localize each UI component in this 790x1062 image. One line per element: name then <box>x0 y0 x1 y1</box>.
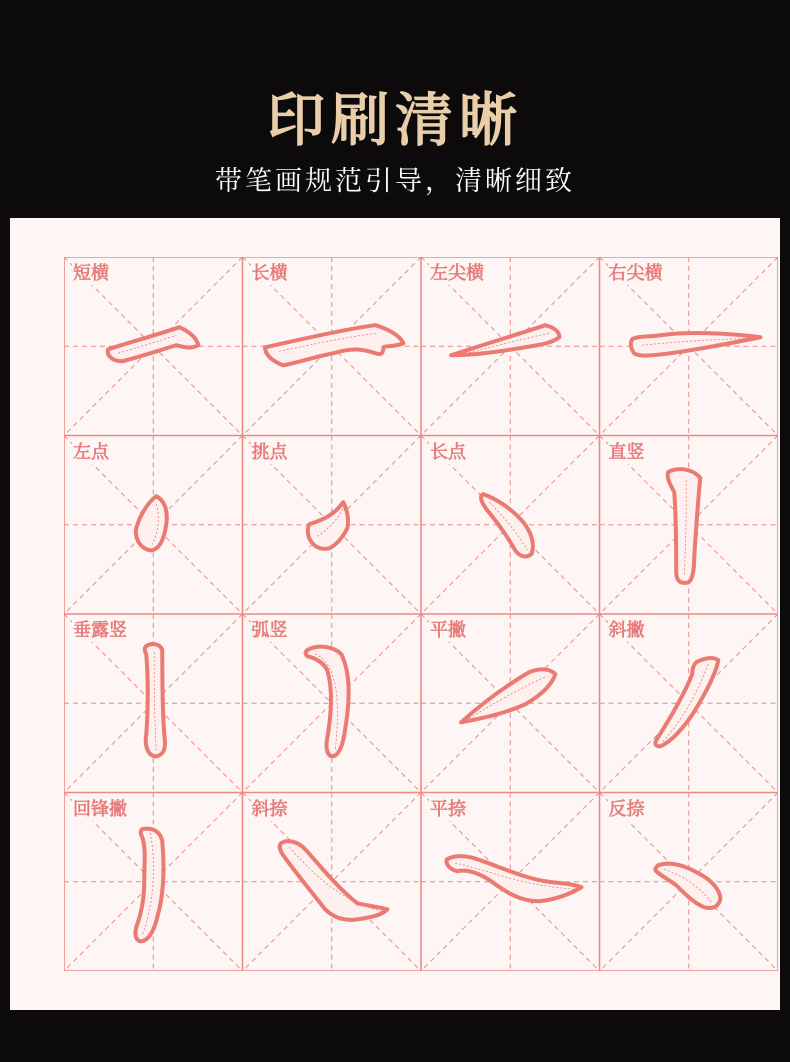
stroke-cell-straight-vertical <box>600 436 779 615</box>
stroke-right-pointed-horizontal-icon <box>600 257 779 436</box>
stroke-label: 反捺 <box>608 798 645 820</box>
stroke-label: 左点 <box>73 441 109 463</box>
stroke-flat-left-falling-icon <box>421 614 600 793</box>
stroke-label: 左尖横 <box>430 263 484 284</box>
stroke-cell-short-horizontal <box>64 257 243 436</box>
stroke-cell-return-left-falling <box>64 793 243 972</box>
stroke-left-pointed-horizontal-icon <box>421 257 600 436</box>
stroke-slant-right-falling-icon <box>243 793 422 972</box>
page-title: 印刷清晰 <box>266 86 523 154</box>
stroke-label: 回锋撇 <box>73 798 127 820</box>
stroke-label: 平捺 <box>430 798 466 820</box>
stroke-cell-left-dot <box>64 436 243 615</box>
stroke-cell-dewdrop-vertical <box>64 614 243 793</box>
stroke-label: 短横 <box>73 263 109 284</box>
stroke-cell-arc-vertical <box>243 614 422 793</box>
stroke-cell-flat-right-falling <box>421 793 600 972</box>
stroke-label: 长点 <box>430 441 466 463</box>
stroke-label: 斜撇 <box>608 620 645 641</box>
stroke-flat-right-falling-icon <box>421 793 600 972</box>
stroke-cell-long-horizontal <box>243 257 422 436</box>
stroke-label: 右尖横 <box>608 263 663 284</box>
stroke-cell-rising-dot <box>243 436 422 615</box>
stroke-cell-right-pointed-horizontal <box>600 257 779 436</box>
stroke-label: 长横 <box>251 263 288 284</box>
stroke-short-horizontal-icon <box>64 257 243 436</box>
stroke-cell-flat-left-falling <box>421 614 600 793</box>
stroke-left-dot-icon <box>64 436 243 615</box>
page-subtitle: 带笔画规范引导，清晰细致 <box>215 166 575 197</box>
stroke-cell-left-pointed-horizontal <box>421 257 600 436</box>
stroke-label: 斜捺 <box>251 798 288 820</box>
stroke-label: 弧竖 <box>251 620 288 641</box>
stroke-cell-slant-left-falling <box>600 614 779 793</box>
stroke-long-horizontal-icon <box>243 257 422 436</box>
stroke-rising-dot-icon <box>243 436 422 615</box>
stroke-label: 平撇 <box>430 620 466 641</box>
stroke-return-left-falling-icon <box>64 793 243 972</box>
stroke-long-dot-icon <box>421 436 600 615</box>
stroke-grid <box>64 257 778 971</box>
stroke-reverse-right-falling-icon <box>600 793 779 972</box>
stroke-dewdrop-vertical-icon <box>64 614 243 793</box>
stroke-label: 垂露竖 <box>73 620 127 641</box>
stroke-slant-left-falling-icon <box>600 614 779 793</box>
stroke-cell-reverse-right-falling <box>600 793 779 972</box>
stroke-cell-long-dot <box>421 436 600 615</box>
stroke-label: 挑点 <box>251 441 288 463</box>
stroke-straight-vertical-icon <box>600 436 779 615</box>
stroke-label: 直竖 <box>608 441 645 463</box>
stroke-arc-vertical-icon <box>243 614 422 793</box>
stroke-cell-slant-right-falling <box>243 793 422 972</box>
